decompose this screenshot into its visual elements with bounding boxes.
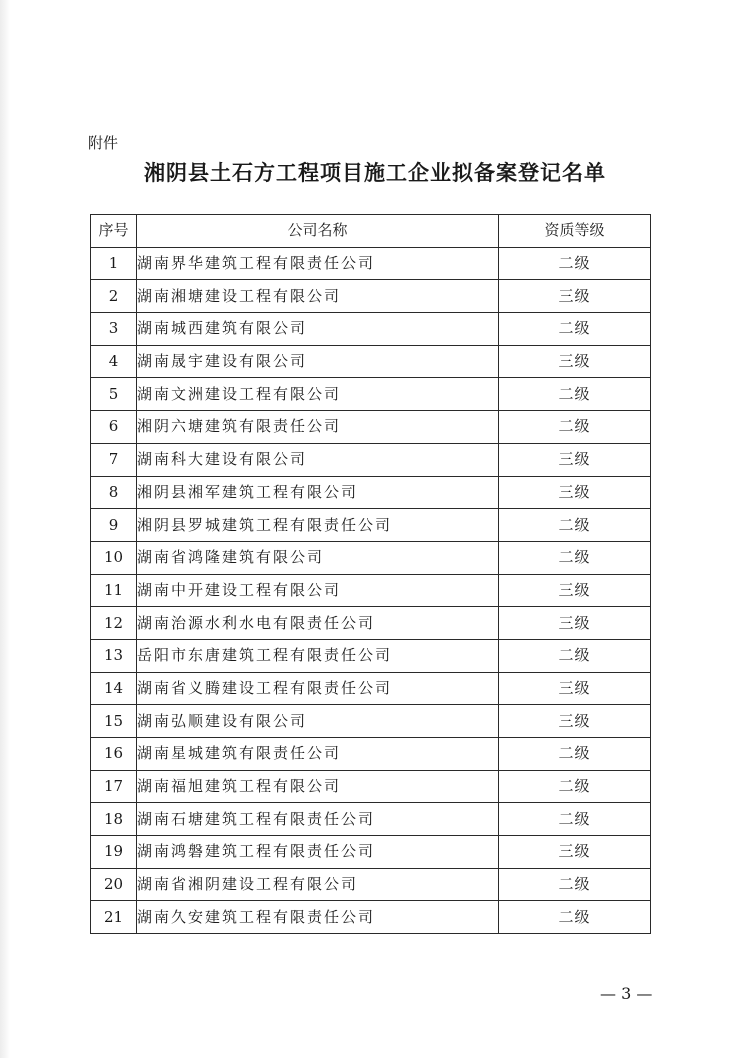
- company-name: 湖南省湘阴建设工程有限公司: [137, 868, 499, 901]
- qualification-grade: 三级: [499, 672, 651, 705]
- qualification-grade: 三级: [499, 280, 651, 313]
- company-name: 岳阳市东唐建筑工程有限责任公司: [137, 639, 499, 672]
- table-body: [91, 247, 651, 933]
- row-number: 8: [91, 476, 137, 509]
- company-name: 湖南省鸿隆建筑有限公司: [137, 541, 499, 574]
- row-number: 12: [91, 607, 137, 640]
- qualification-grade: 二级: [499, 868, 651, 901]
- company-name: 湖南中开建设工程有限公司: [137, 574, 499, 607]
- row-number: 10: [91, 541, 137, 574]
- table-row: [91, 280, 651, 313]
- qualification-grade: 二级: [499, 509, 651, 542]
- table-row: [91, 541, 651, 574]
- header-serial-number: 序号: [91, 215, 137, 248]
- company-name: 湘阴县罗城建筑工程有限责任公司: [137, 509, 499, 542]
- qualification-grade: 二级: [499, 313, 651, 346]
- table-row: [91, 803, 651, 836]
- company-name: 湖南星城建筑有限责任公司: [137, 738, 499, 771]
- table-header: [91, 215, 651, 248]
- qualification-grade: 三级: [499, 345, 651, 378]
- company-name: 湖南界华建筑工程有限责任公司: [137, 247, 499, 280]
- company-name: 湖南鸿磐建筑工程有限责任公司: [137, 836, 499, 869]
- table-row: [91, 443, 651, 476]
- row-number: 4: [91, 345, 137, 378]
- document-title: 湘阴县土石方工程项目施工企业拟备案登记名单: [144, 161, 606, 185]
- table-row: [91, 705, 651, 738]
- row-number: 11: [91, 574, 137, 607]
- qualification-grade: 三级: [499, 574, 651, 607]
- table-row: [91, 868, 651, 901]
- table-row: [91, 770, 651, 803]
- qualification-grade: 三级: [499, 476, 651, 509]
- row-number: 14: [91, 672, 137, 705]
- table-row: [91, 509, 651, 542]
- row-number: 9: [91, 509, 137, 542]
- qualification-grade: 二级: [499, 639, 651, 672]
- qualification-grade: 二级: [499, 411, 651, 444]
- company-name: 湘阴县湘军建筑工程有限公司: [137, 476, 499, 509]
- company-name: 湖南福旭建筑工程有限公司: [137, 770, 499, 803]
- row-number: 18: [91, 803, 137, 836]
- row-number: 15: [91, 705, 137, 738]
- row-number: 20: [91, 868, 137, 901]
- row-number: 13: [91, 639, 137, 672]
- table-row: [91, 901, 651, 934]
- table-row: [91, 672, 651, 705]
- company-name: 湖南石塘建筑工程有限责任公司: [137, 803, 499, 836]
- company-name: 湘阴六塘建筑有限责任公司: [137, 411, 499, 444]
- company-name: 湖南晟宇建设有限公司: [137, 345, 499, 378]
- row-number: 6: [91, 411, 137, 444]
- qualification-grade: 二级: [499, 738, 651, 771]
- table-row: [91, 836, 651, 869]
- header-row: [91, 215, 651, 248]
- row-number: 3: [91, 313, 137, 346]
- row-number: 19: [91, 836, 137, 869]
- qualification-grade: 二级: [499, 803, 651, 836]
- company-name: 湖南久安建筑工程有限责任公司: [137, 901, 499, 934]
- company-name: 湖南文洲建设工程有限公司: [137, 378, 499, 411]
- company-name: 湖南弘顺建设有限公司: [137, 705, 499, 738]
- table-row: [91, 639, 651, 672]
- row-number: 2: [91, 280, 137, 313]
- company-roster-table: [90, 214, 651, 934]
- table-row: [91, 378, 651, 411]
- table-row: [91, 607, 651, 640]
- table-row: [91, 738, 651, 771]
- qualification-grade: 二级: [499, 770, 651, 803]
- header-qualification-grade: 资质等级: [499, 215, 651, 248]
- table-row: [91, 476, 651, 509]
- header-company-name: 公司名称: [137, 215, 499, 248]
- company-name: 湖南治源水利水电有限责任公司: [137, 607, 499, 640]
- qualification-grade: 二级: [499, 541, 651, 574]
- row-number: 5: [91, 378, 137, 411]
- qualification-grade: 二级: [499, 901, 651, 934]
- qualification-grade: 二级: [499, 378, 651, 411]
- table-row: [91, 247, 651, 280]
- table-row: [91, 345, 651, 378]
- company-name: 湖南省义腾建设工程有限责任公司: [137, 672, 499, 705]
- row-number: 1: [91, 247, 137, 280]
- qualification-grade: 三级: [499, 836, 651, 869]
- table-row: [91, 574, 651, 607]
- page-number: — 3 —: [600, 984, 653, 1003]
- company-name: 湖南城西建筑有限公司: [137, 313, 499, 346]
- table-row: [91, 313, 651, 346]
- row-number: 17: [91, 770, 137, 803]
- row-number: 16: [91, 738, 137, 771]
- row-number: 7: [91, 443, 137, 476]
- qualification-grade: 三级: [499, 705, 651, 738]
- qualification-grade: 三级: [499, 607, 651, 640]
- company-name: 湖南科大建设有限公司: [137, 443, 499, 476]
- qualification-grade: 三级: [499, 443, 651, 476]
- row-number: 21: [91, 901, 137, 934]
- attachment-label: 附件: [88, 134, 119, 152]
- company-name: 湖南湘塘建设工程有限公司: [137, 280, 499, 313]
- table-row: [91, 411, 651, 444]
- qualification-grade: 二级: [499, 247, 651, 280]
